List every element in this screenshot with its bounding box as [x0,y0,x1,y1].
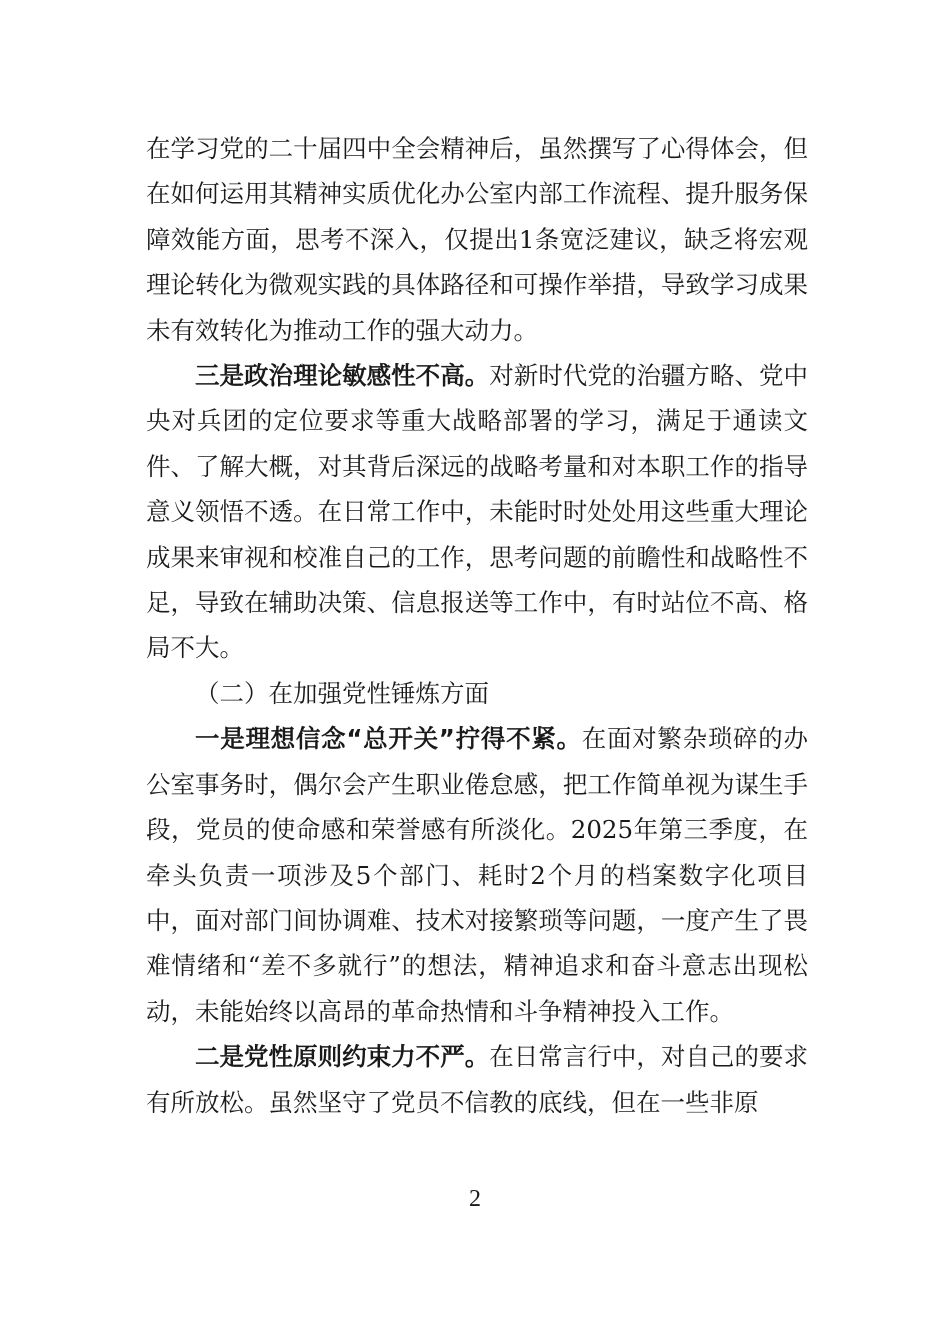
section-heading-text: （二）在加强党性锤炼方面 [195,678,489,708]
page-number: 2 [469,1186,481,1212]
paragraph-2 [146,353,808,671]
paragraph-3-text: 在面对繁杂琐碎的办公室事务时，偶尔会产生职业倦怠感，把工作简单视为谋生手段，党员的使命感和荣誉感有所淡化。2025年第三季度，在牵头负责一项涉及5个部门、耗时2个月的档案数字化项目中，面对部门间协调难、技术对接繁琐等问题，一度产生了畏难情绪和“差不多就行”的想法，精神追求和奋斗意志出现松动，未能始终以高昂的革命热情和斗争精神投入工作。 [146,724,808,1026]
document-body [146,126,808,1125]
paragraph-2-lead: 三是政治理论敏感性不高。 [195,361,490,391]
paragraph-3-lead: 一是理想信念“总开关”拧得不紧。 [195,724,582,754]
paragraph-2-text: 对新时代党的治疆方略、党中央对兵团的定位要求等重大战略部署的学习，满足于通读文件、了解大概，对其背后深远的战略考量和对本职工作的指导意义领悟不透。在日常工作中，未能时时处处用这些重大理论成果来审视和校准自己的工作，思考问题的前瞻性和战略性不足，导致在辅助决策、信息报送等工作中，有时站位不高、格局不大。 [146,361,808,663]
paragraph-3 [146,716,808,1034]
paragraph-1 [146,126,808,353]
paragraph-4-lead: 二是党性原则约束力不严。 [195,1042,490,1072]
paragraph-4-text: 在日常言行中，对自己的要求有所放松。虽然坚守了党员不信教的底线，但在一些非原 [146,1042,808,1117]
paragraph-4 [146,1034,808,1125]
paragraph-1-text: 在学习党的二十届四中全会精神后，虽然撰写了心得体会，但在如何运用其精神实质优化办公室内部工作流程、提升服务保障效能方面，思考不深入，仅提出1条宽泛建议，缺乏将宏观理论转化为微观实践的具体路径和可操作举措，导致学习成果未有效转化为推动工作的强大动力。 [146,134,808,345]
section-heading [146,671,808,716]
